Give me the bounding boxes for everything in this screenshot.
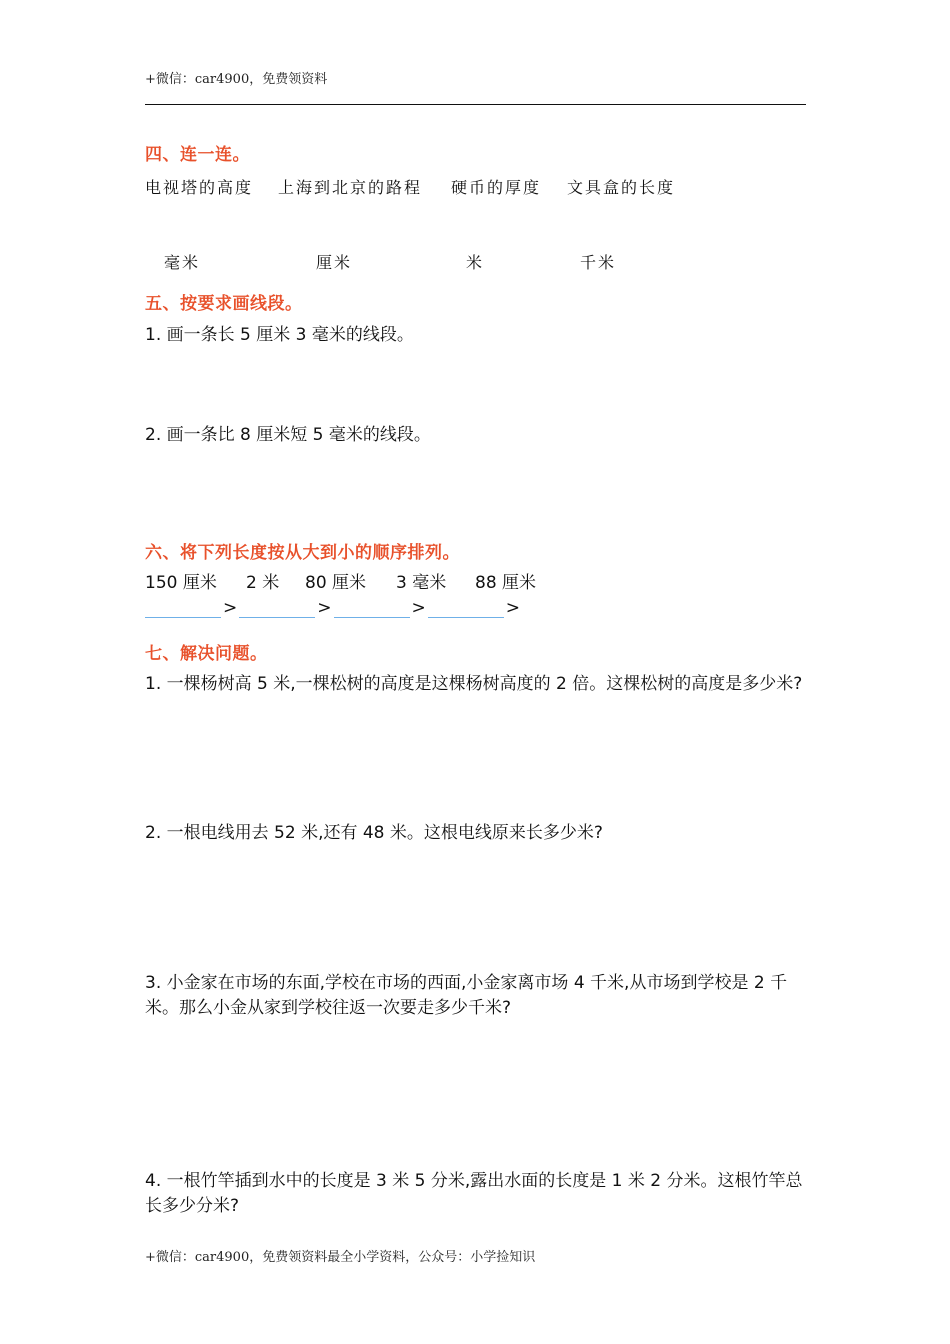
match-item-pencil-box: 文具盒的长度 xyxy=(567,178,676,197)
match-unit-m: 米 xyxy=(466,253,485,272)
length-value: 150 厘米 xyxy=(145,573,217,593)
problem-4: 4. 一根竹竿插到水中的长度是 3 米 5 分米,露出水面的长度是 1 米 2 分米。这根竹竿总长多少分米? xyxy=(145,1171,803,1216)
page-footer: +微信：car4900，免费领资料最全小学资料，公众号：小学捡知识 xyxy=(145,1250,536,1265)
greater-than-symbol: > xyxy=(317,598,332,618)
match-unit-cm: 厘米 xyxy=(316,253,353,272)
problem-3: 3. 小金家在市场的东面,学校在市场的西面,小金家离市场 4 千米,从市场到学校是 2 千米。那么小金从家到学校往返一次要走多少千米? xyxy=(145,973,788,1018)
length-value: 80 厘米 xyxy=(305,573,367,593)
section-5-title: 五、按要求画线段。 xyxy=(145,294,303,314)
section-7-title: 七、解决问题。 xyxy=(145,644,268,664)
ordering-blanks xyxy=(145,597,522,618)
problem-2: 2. 一根电线用去 52 米,还有 48 米。这根电线原来长多少米? xyxy=(145,823,603,843)
draw-question-2: 2. 画一条比 8 厘米短 5 毫米的线段。 xyxy=(145,425,431,445)
length-value: 3 毫米 xyxy=(396,573,447,593)
problem-1: 1. 一棵杨树高 5 米,一棵松树的高度是这棵杨树高度的 2 倍。这棵松树的高度是多少米? xyxy=(145,674,803,694)
length-value: 88 厘米 xyxy=(475,573,537,593)
match-unit-km: 千米 xyxy=(580,253,617,272)
match-item-coin: 硬币的厚度 xyxy=(451,178,542,197)
header-rule xyxy=(145,104,806,105)
answer-blank[interactable] xyxy=(428,597,504,618)
greater-than-symbol: > xyxy=(411,598,426,618)
match-item-shanghai-beijing: 上海到北京的路程 xyxy=(278,178,423,197)
greater-than-symbol: > xyxy=(505,598,520,618)
length-value: 2 米 xyxy=(246,573,280,593)
answer-blank[interactable] xyxy=(145,597,221,618)
draw-question-1: 1. 画一条长 5 厘米 3 毫米的线段。 xyxy=(145,325,414,345)
answer-blank[interactable] xyxy=(239,597,315,618)
match-item-tv-tower: 电视塔的高度 xyxy=(145,178,254,197)
section-4-title: 四、连一连。 xyxy=(145,145,250,165)
match-unit-mm: 毫米 xyxy=(164,253,201,272)
page-header: +微信：car4900，免费领资料 xyxy=(145,72,328,87)
answer-blank[interactable] xyxy=(334,597,410,618)
section-6-title: 六、将下列长度按从大到小的顺序排列。 xyxy=(145,543,460,563)
greater-than-symbol: > xyxy=(223,598,238,618)
